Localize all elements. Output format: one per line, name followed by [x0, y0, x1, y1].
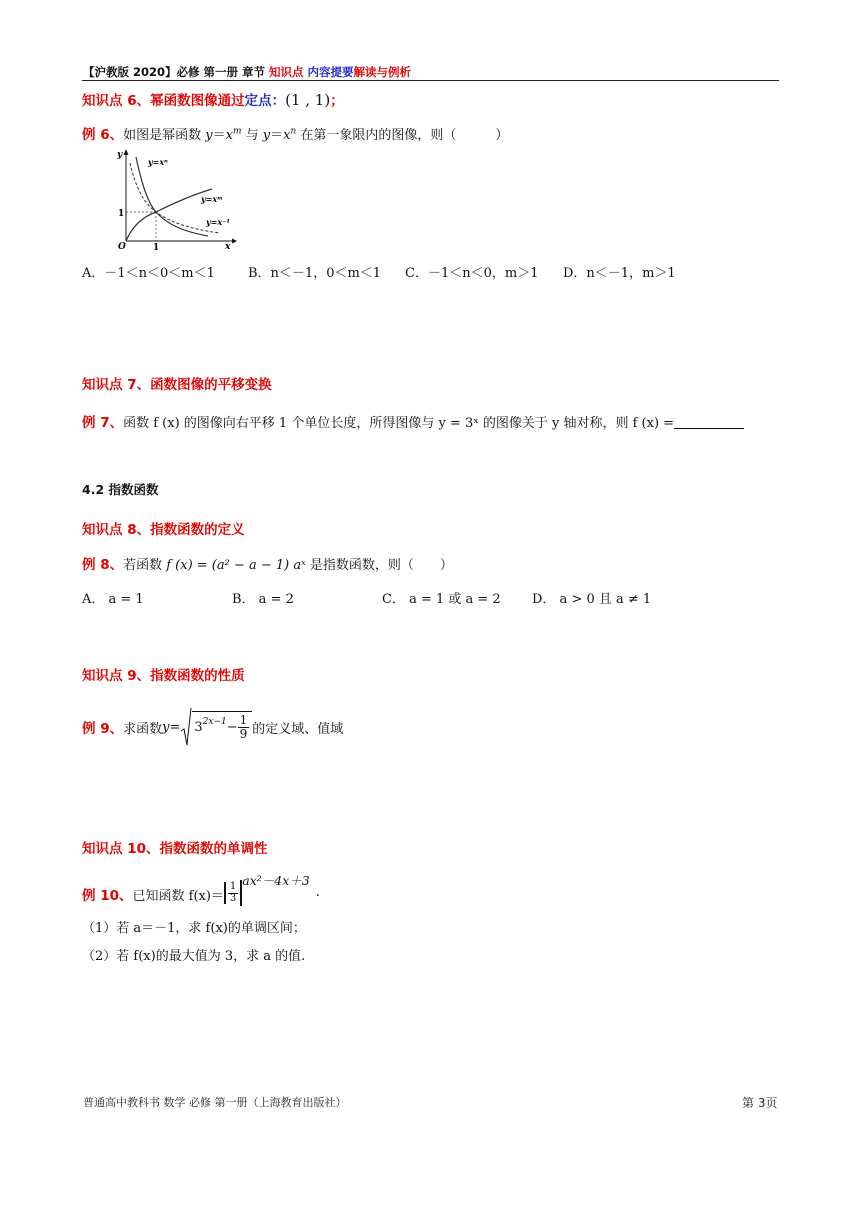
graph-x-label: x — [225, 242, 231, 250]
ex6-text-b: 在第一象限内的图像，则（ ） — [296, 128, 509, 143]
graph-label-xinv: y=x⁻¹ — [206, 217, 230, 227]
ex10-paren — [224, 882, 240, 904]
kp7-title: 知识点 7、函数图像的平移变换 — [82, 377, 272, 393]
header-summary: 内容提要 — [307, 65, 354, 79]
ex9-minus: − — [226, 719, 238, 735]
ex7-question — [82, 411, 744, 431]
ex6-xm: x — [225, 128, 233, 143]
sqrt-symbol — [180, 707, 192, 747]
ex6-eq1: ＝ — [212, 128, 226, 143]
graph-y-label: y — [117, 150, 123, 160]
ex6-question — [82, 123, 508, 143]
y-axis-arrow — [124, 149, 129, 155]
header-rule — [82, 80, 779, 81]
curve-xn — [136, 157, 208, 236]
ex6-option-a[interactable]: A．－1＜n＜0＜m＜1 — [82, 266, 215, 281]
kp6-title-blue: 定点： — [244, 93, 286, 109]
graph-origin: O — [118, 242, 126, 250]
ex9-fraction — [238, 714, 250, 740]
ex7-answer-blank[interactable] — [674, 416, 744, 429]
ex9-num: 1 — [239, 712, 248, 727]
footer-book: 普通高中教科书 数学 必修 第一册（上海教育出版社） — [83, 1096, 347, 1109]
kp6-title — [82, 89, 344, 109]
ex8-text-b: 是指数函数，则（ ） — [305, 558, 453, 573]
kp10-title: 知识点 10、指数函数的单调性 — [82, 841, 268, 857]
ex8-option-b[interactable]: B． a = 2 — [232, 592, 294, 607]
ex8-text-a: 若函数 — [123, 558, 167, 573]
kp8-title: 知识点 8、指数函数的定义 — [82, 522, 245, 538]
ex10-q1: （1）若 a＝－1，求 f(x)的单调区间； — [82, 921, 306, 936]
kp9-title: 知识点 9、指数函数的性质 — [82, 668, 245, 684]
ex10-fraction — [226, 882, 240, 904]
ex6-option-d[interactable]: D．n＜－1，m＞1 — [563, 266, 676, 281]
ex10-num: 1 — [229, 881, 237, 892]
ex10-den: 3 — [229, 892, 237, 904]
ex9-y: y — [162, 719, 170, 735]
ex10-dot: . — [315, 884, 320, 900]
ex10-question — [82, 866, 320, 906]
ex6-xn: x — [283, 128, 291, 143]
ex10-label: 例 10、 — [82, 888, 133, 904]
ex7-label: 例 7、 — [82, 415, 124, 431]
ex10-q2: （2）若 f(x)的最大值为 3，求 a 的值. — [82, 949, 306, 964]
ex6-and: 与 — [241, 128, 263, 143]
ex8-option-a[interactable]: A． a = 1 — [82, 592, 144, 607]
ex6-y1: y — [205, 128, 213, 143]
ex8-formula: f (x) = (a² − a − 1) aˣ — [166, 558, 306, 573]
ex9-den: 9 — [239, 726, 248, 741]
ex8-label: 例 8、 — [82, 557, 124, 573]
ex6-m: m — [232, 126, 242, 137]
ex7-text: 函数 f (x) 的图像向右平移 1 个单位长度，所得图像与 y = 3ˣ 的图像关于 y 轴对称，则 f (x) = — [123, 416, 675, 431]
ex9-label: 例 9、 — [82, 721, 124, 737]
power-function-graph — [108, 145, 238, 250]
ex6-eq2: ＝ — [270, 128, 284, 143]
ex6-option-b[interactable]: B．n＜－1，0＜m＜1 — [248, 266, 382, 281]
header-analysis: 解读与例析 — [353, 65, 412, 79]
ex6-text-a: 如图是幂函数 — [123, 128, 206, 143]
graph-one-y: 1 — [118, 209, 125, 219]
header-knowledge: 知识点 — [269, 65, 308, 79]
graph-one-x: 1 — [153, 243, 160, 250]
ex9-text-a: 求函数 — [123, 721, 163, 737]
ex10-exp: ax²－4x＋3 — [242, 873, 310, 888]
ex9-text-b: 的定义域、值域 — [252, 721, 344, 737]
ex8-option-d[interactable]: D． a > 0 且 a ≠ 1 — [532, 592, 652, 607]
graph-label-xm: y=xᵐ — [201, 194, 223, 204]
ex8-question — [82, 553, 453, 573]
ex9-eq: = — [169, 719, 181, 735]
kp6-title-red: 知识点 6、幂函数图像通过 — [82, 93, 245, 109]
ex6-n: n — [290, 126, 297, 137]
header-book: 【沪教版 2020】必修 第一册 章节 — [83, 65, 270, 79]
ex6-y2: y — [262, 128, 271, 143]
section-title: 4.2 指数函数 — [82, 482, 159, 497]
sqrt-radicand — [192, 711, 252, 740]
ex9-exp: 2x−1 — [202, 717, 227, 727]
graph-label-xn: y=xⁿ — [148, 157, 168, 167]
page-number: 第 3页 — [742, 1096, 778, 1110]
page-header — [83, 64, 411, 80]
curve-xm — [126, 189, 212, 241]
kp6-point: (1 , 1) — [285, 91, 331, 109]
ex10-text-a: 已知函数 f(x)＝ — [132, 888, 224, 904]
ex8-option-c[interactable]: C． a = 1 或 a = 2 — [382, 592, 501, 607]
ex9-question — [82, 705, 343, 749]
kp6-semi: ； — [330, 93, 344, 109]
ex6-label: 例 6、 — [82, 127, 124, 143]
ex6-option-c[interactable]: C．－1＜n＜0，m＞1 — [405, 266, 539, 281]
ex9-base: 3 — [194, 719, 203, 735]
x-axis-arrow — [232, 239, 237, 244]
